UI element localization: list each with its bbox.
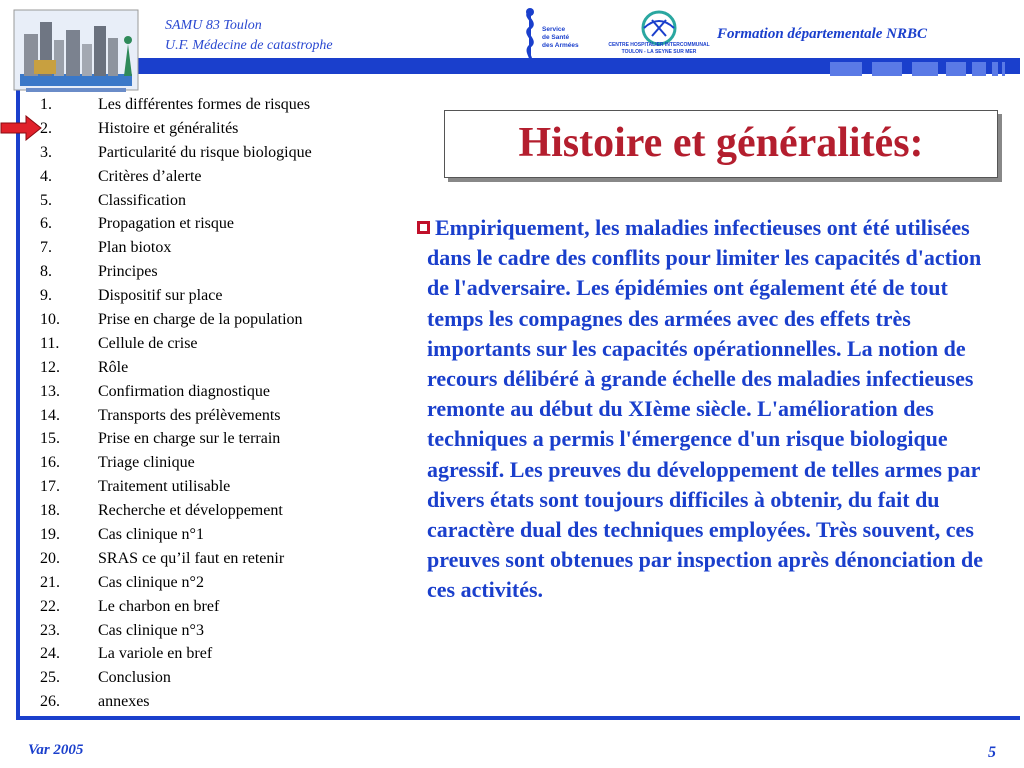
toc-item-label: Les différentes formes de risques: [98, 96, 311, 113]
toc-item-number: 22.: [40, 597, 60, 615]
toc-item: [40, 451, 312, 475]
slide-body: [427, 213, 997, 606]
toc-item: [40, 93, 312, 117]
table-of-contents: [40, 93, 312, 714]
arrow-right-icon: [0, 115, 42, 141]
toc-item-number: 19.: [40, 526, 60, 544]
toc-item-number: 11.: [40, 334, 60, 352]
toc-item-label: Particularité du risque biologique: [98, 143, 312, 161]
toc-item: [40, 332, 312, 356]
toc-item-label: Traitement utilisable: [98, 478, 231, 496]
toc-item: [40, 165, 312, 189]
toc-item-label: Histoire et généralités: [98, 119, 239, 137]
toc-item: [40, 380, 312, 404]
toc-item-number: 7.: [40, 239, 52, 257]
toc-item: [40, 427, 312, 451]
toc-item-label: La variole en bref: [98, 645, 213, 663]
toc-item-number: 24.: [40, 645, 60, 663]
toc-item-number: 10.: [40, 311, 60, 329]
toc-item-number: 6.: [40, 215, 52, 233]
chi-logo-text: CENTRE HOSPITALIER INTERCOMMUNAL TOULON - LA SEYNE SUR MER: [608, 42, 710, 55]
bottom-frame-line: [16, 716, 1020, 720]
toc-item: [40, 236, 312, 260]
toc-item: [40, 475, 312, 499]
toc-item: [40, 212, 312, 236]
toc-item: [40, 189, 312, 213]
toc-item-label: Principes: [98, 263, 158, 281]
toc-item-number: 17.: [40, 478, 60, 496]
toc-item: [40, 117, 312, 141]
deco-square: [912, 62, 938, 76]
toc-item-number: 13.: [40, 382, 60, 400]
course-title: Formation départementale NRBC: [717, 26, 928, 42]
ssa-logo-text: Service de Santé des Armées: [542, 26, 579, 49]
toc-item-number: 5.: [40, 191, 52, 209]
toc-item-label: Triage clinique: [98, 454, 195, 472]
deco-square: [946, 62, 966, 76]
hollow-square-bullet-icon: [417, 221, 430, 234]
toc-item-number: 1.: [40, 96, 52, 113]
toc-item-number: 20.: [40, 549, 60, 567]
deco-square: [872, 62, 902, 76]
organization-header: [165, 16, 333, 56]
toc-item-number: 4.: [40, 167, 52, 185]
toc-item-label: Le charbon en bref: [98, 597, 220, 615]
toc-item-label: SRAS ce qu’il faut en retenir: [98, 549, 285, 567]
toc-item-label: Prise en charge de la population: [98, 311, 303, 329]
toc-item-label: Conclusion: [98, 669, 171, 687]
toc-item-number: 21.: [40, 573, 60, 591]
toc-item-number: 25.: [40, 669, 60, 687]
toc-item: [40, 642, 312, 666]
toc-item-label: Propagation et risque: [98, 215, 234, 233]
toc-item-label: Prise en charge sur le terrain: [98, 430, 281, 448]
body-paragraph: Empiriquement, les maladies infectieuses ont été utilisées dans le cadre des conflits pour limiter les capacités d'action de l'adversaire. Les épidémies ont également été de tout temps les compagnes des armées avec des effets très importants sur les capacités opérationnelles. La notion de recours délibéré à grande échelle des maladies infectieuses remonte au début du XIème siècle. L'amélioration des techniques a permis l'émergence d'un risque biologique agressif. Les preuves du développement de telles armes par divers états sont toujours difficiles à obtenir, du fait du caractère dual des techniques employées. Très souvent, ces preuves sont obtenues par inspection après dénonciation de ces activités.: [427, 215, 983, 603]
toc-item-label: Cellule de crise: [98, 334, 198, 352]
city-skyline-logo-icon: [6, 4, 146, 100]
deco-square: [992, 62, 998, 76]
toc-item-label: Transports des prélèvements: [98, 406, 281, 424]
toc-item-label: Cas clinique n°2: [98, 573, 204, 591]
toc-item-label: Critères d’alerte: [98, 167, 202, 185]
toc-item: [40, 356, 312, 380]
page-number: 5: [988, 744, 996, 761]
toc-item-label: Cas clinique n°3: [98, 621, 204, 639]
toc-item: [40, 260, 312, 284]
deco-square: [830, 62, 862, 76]
toc-item-number: 18.: [40, 502, 60, 520]
toc-item: [40, 619, 312, 643]
toc-item-number: 12.: [40, 358, 60, 376]
toc-item: [40, 547, 312, 571]
toc-item-number: 3.: [40, 143, 52, 161]
deco-square: [1002, 62, 1005, 76]
toc-item: [40, 523, 312, 547]
left-frame-line: [16, 70, 20, 720]
toc-item-number: 14.: [40, 406, 60, 424]
deco-square: [972, 62, 986, 76]
toc-item-label: Confirmation diagnostique: [98, 382, 270, 400]
toc-item-number: 9.: [40, 287, 52, 305]
toc-item: [40, 666, 312, 690]
toc-item: [40, 404, 312, 428]
toc-item-number: 2.: [40, 119, 52, 137]
toc-item-label: Rôle: [98, 358, 129, 376]
toc-item: [40, 595, 312, 619]
toc-item: [40, 284, 312, 308]
toc-item-label: Plan biotox: [98, 239, 172, 257]
toc-item-label: Dispositif sur place: [98, 287, 223, 305]
slide-title: Histoire et généralités:: [518, 120, 924, 166]
toc-item-number: 15.: [40, 430, 60, 448]
org-line-2: U.F. Médecine de catastrophe: [165, 38, 333, 53]
toc-item-label: Classification: [98, 191, 186, 209]
toc-item: [40, 571, 312, 595]
toc-item: [40, 499, 312, 523]
toc-item-label: annexes: [98, 693, 150, 711]
toc-item: [40, 308, 312, 332]
toc-item-number: 16.: [40, 454, 60, 472]
title-box: [444, 110, 998, 178]
toc-item-number: 26.: [40, 693, 60, 711]
footer-location-year: Var 2005: [28, 742, 84, 758]
toc-item-number: 23.: [40, 621, 60, 639]
toc-item-label: Cas clinique n°1: [98, 526, 204, 544]
toc-item-number: 8.: [40, 263, 52, 281]
toc-item: [40, 141, 312, 165]
org-line-1: SAMU 83 Toulon: [165, 18, 262, 33]
toc-item-label: Recherche et développement: [98, 502, 283, 520]
toc-item: [40, 690, 312, 714]
